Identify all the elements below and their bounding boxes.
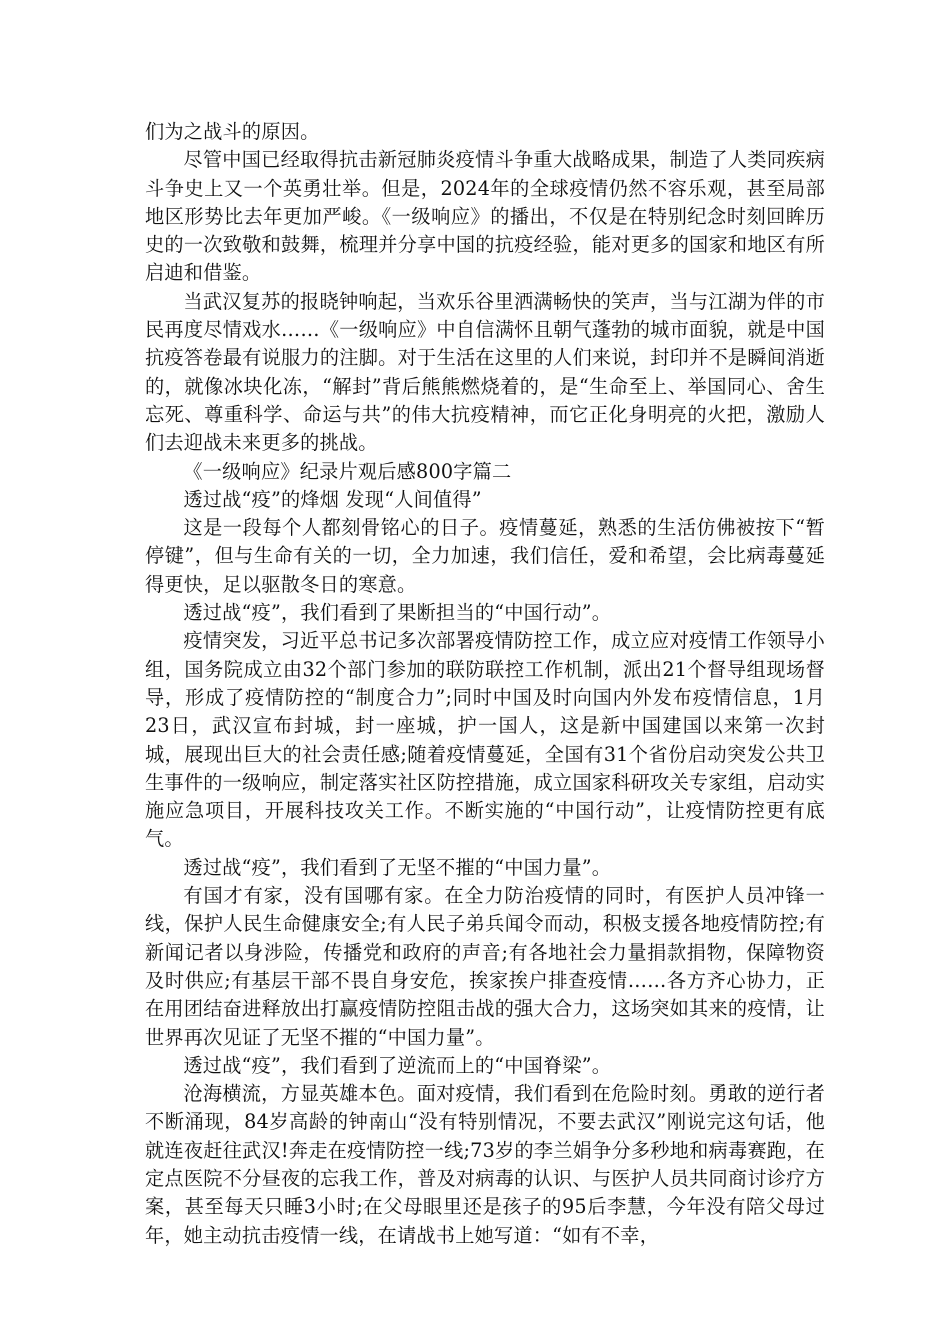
- document-page: [145, 118, 825, 1250]
- paragraph: 透过战“疫”，我们看到了逆流而上的“中国脊梁”。: [183, 1053, 612, 1077]
- paragraph: 这是一段每个人都刻骨铭心的日子。疫情蔓延，熟悉的生活仿佛被按下“暂停键”，但与生命有关的一切，全力加速，我们信任，爱和希望，会比病毒蔓延得更快，足以驱散冬日的寒意。: [145, 516, 825, 596]
- paragraph: 透过战“疫”，我们看到了无坚不摧的“中国力量”。: [183, 855, 612, 879]
- paragraph: 们为之战斗的原因。: [145, 120, 320, 143]
- paragraph: 《一级响应》纪录片观后感800字篇二: [183, 459, 512, 483]
- paragraph: 透过战“疫”的烽烟 发现“人间值得”: [183, 487, 482, 511]
- paragraph: 透过战“疫”，我们看到了果断担当的“中国行动”。: [183, 601, 612, 625]
- paragraph: 疫情突发，习近平总书记多次部署疫情防控工作，成立应对疫情工作领导小组，国务院成立由32个部门参加的联防联控工作机制，派出21个督导组现场督导，形成了疫情防控的“制度合力”;同时中国及时向国内外发布疫情信息，1月23日，武汉宣布封城，封一座城，护一国人，这是新中国建国以来第一次封城，展现出巨大的社会责任感;随着疫情蔓延，全国有31个省份启动突发公共卫生事件的一级响应，制定落实社区防控措施，成立国家科研攻关专家组，启动实施应急项目，开展科技攻关工作。不断实施的“中国行动”，让疫情防控更有底气。: [145, 629, 825, 851]
- paragraph: 当武汉复苏的报晓钟响起，当欢乐谷里洒满畅快的笑声，当与江湖为伴的市民再度尽情戏水……《一级响应》中自信满怀且朝气蓬勃的城市面貌，就是中国抗疫答卷最有说服力的注脚。对于生活在这里的人们来说，封印并不是瞬间消逝的，就像冰块化冻，“解封”背后熊熊燃烧着的，是“生命至上、举国同心、舍生忘死、尊重科学、命运与共”的伟大抗疫精神，而它正化身明亮的火把，激励人们去迎战未来更多的挑战。: [145, 289, 825, 455]
- paragraph: 有国才有家，没有国哪有家。在全力防治疫情的同时，有医护人员冲锋一线，保护人民生命健康安全;有人民子弟兵闻令而动，积极支援各地疫情防控;有新闻记者以身涉险，传播党和政府的声音;有各地社会力量捐款捐物，保障物资及时供应;有基层干部不畏自身安危，挨家挨户排查疫情……各方齐心协力，正在用团结奋进释放出打赢疫情防控阻击战的强大合力，这场突如其来的疫情，让世界再次见证了无坚不摧的“中国力量”。: [145, 884, 825, 1049]
- paragraph: 尽管中国已经取得抗击新冠肺炎疫情斗争重大战略成果，制造了人类同疾病斗争史上又一个英勇壮举。但是，2024年的全球疫情仍然不容乐观，甚至局部地区形势比去年更加严峻。《一级响应》的播出，不仅是在特别纪念时刻回眸历史的一次致敬和鼓舞，梳理并分享中国的抗疫经验，能对更多的国家和地区有所启迪和借鉴。: [145, 148, 825, 285]
- paragraph: 沧海横流，方显英雄本色。面对疫情，我们看到在危险时刻。勇敢的逆行者不断涌现，84岁高龄的钟南山“没有特别情况，不要去武汉”刚说完这句话，他就连夜赶往武汉!奔走在疫情防控一线;73岁的李兰娟争分多秒地和病毒赛跑，在定点医院不分昼夜的忘我工作，普及对病毒的认识、与医护人员共同商讨诊疗方案，甚至每天只睡3小时;在父母眼里还是孩子的95后李慧，今年没有陪父母过年，她主动抗击疫情一线，在请战书上她写道：“如有不幸，: [145, 1082, 825, 1247]
